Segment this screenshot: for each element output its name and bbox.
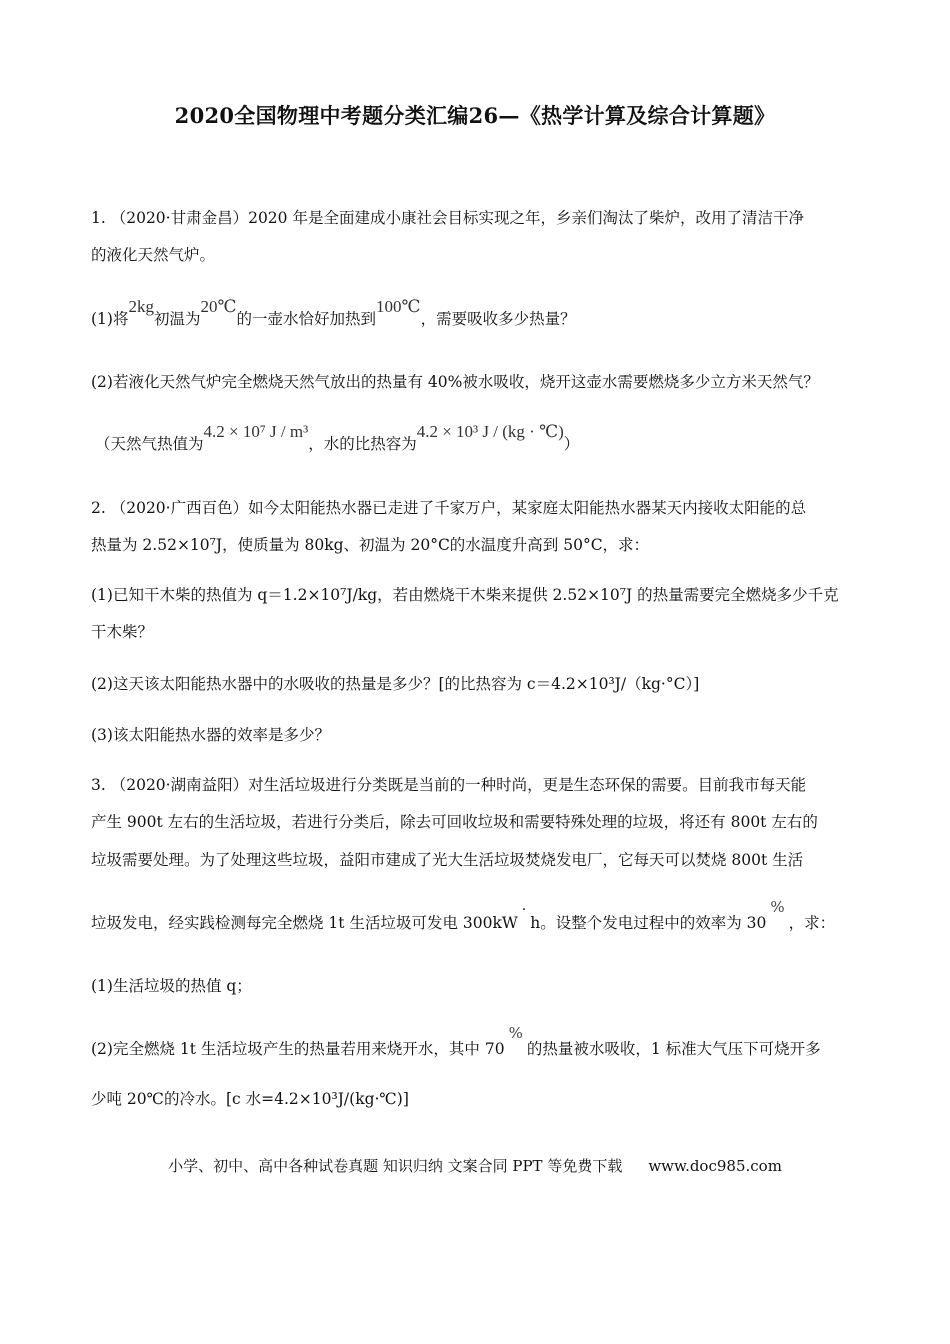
q1-note-text-c: ）: [563, 435, 580, 453]
q1-note-text-b: ，水的比热容为: [308, 435, 417, 453]
q2-stem-line1: 2. （2020·广西百色）如今太阳能热水器已走进了千家万户，某家庭太阳能热水器某天内接收太阳能的总: [91, 499, 807, 517]
q3-stem-line3: 垃圾需要处理。为了处理这些垃圾，益阳市建成了光大生活垃圾焚烧发电厂，它每天可以焚烧 800t 生活: [91, 851, 804, 869]
q3-line4-percent: %: [770, 898, 785, 916]
q3-line4-text-c: ，求：: [788, 914, 836, 932]
q3-part2-text-b: 的热量被水吸收，1 标准大气压下可烧开多: [526, 1040, 821, 1058]
q2-part3: (3)该太阳能热水器的效率是多少？: [91, 726, 330, 744]
q2-part1-line1: (1)已知干木柴的热值为 q＝1.2×10⁷J/kg，若由燃烧干木柴来提供 2.52×10⁷J 的热量需要完全燃烧多少千克: [91, 586, 839, 604]
q3-stem-line4: [91, 898, 836, 936]
q3-part2-text-a: (2)完全燃烧 1t 生活垃圾产生的热量若用来烧开水，其中 70: [91, 1040, 505, 1058]
q3-part2-line2: 少吨 20℃的冷水。[c 水=4.2×10³J/(kg·℃)]: [91, 1090, 409, 1108]
page-footer: [0, 1155, 950, 1176]
q3-line4-text-b: h。设整个发电过程中的效率为 30: [530, 914, 767, 932]
q1-note-text-a: （天然气热值为: [95, 435, 204, 453]
q1-part1-text-c: 的一壶水恰好加热到: [236, 310, 377, 328]
q1-part1-mass: 2kg: [128, 297, 154, 316]
q1-note-specific-heat: 4.2 × 10³ J / (kg · ℃): [416, 422, 564, 441]
q2-part2: (2)这天该太阳能热水器中的水吸收的热量是多少？[的比热容为 c＝4.2×10³J/（kg·°C）]: [91, 675, 700, 693]
q2-part1-line2: 干木柴？: [91, 623, 154, 641]
q1-part1-text-a: (1)将: [91, 310, 129, 328]
q1-part1-text-b: 初温为: [153, 310, 201, 328]
q1-stem-line2: 的液化天然气炉。: [91, 246, 216, 264]
q2-stem-line2: 热量为 2.52×10⁷J，使质量为 80kg、初温为 20°C的水温度升高到 50°C，求：: [91, 536, 650, 554]
q1-part2: (2)若液化天然气炉完全燃烧天然气放出的热量有 40%被水吸收，烧开这壶水需要燃烧多少立方米天然气？: [91, 373, 819, 391]
q3-line4-dot: ·: [521, 902, 527, 918]
q1-part1: [91, 297, 576, 331]
q3-part2-line1: [91, 1024, 821, 1061]
q3-part2-percent: %: [508, 1024, 523, 1042]
q3-part1: (1)生活垃圾的热值 q；: [91, 977, 252, 995]
q1-note-heat-value: 4.2 × 10⁷ J / m³: [203, 422, 309, 441]
q1-part1-init-temp: 20℃: [200, 297, 237, 316]
q1-part1-text-d: ，需要吸收多少热量？: [420, 310, 576, 328]
footer-text: 小学、初中、高中各种试卷真题 知识归纳 文案合同 PPT 等免费下载: [168, 1157, 623, 1175]
q3-line4-text-a: 垃圾发电，经实践检测每完全燃烧 1t 生活垃圾可发电 300kW: [91, 914, 518, 932]
q1-note: [95, 422, 580, 456]
q3-stem-line2: 产生 900t 左右的生活垃圾，若进行分类后，除去可回收垃圾和需要特殊处理的垃圾，将还有 800t 左右的: [91, 813, 818, 831]
footer-url[interactable]: www.doc985.com: [648, 1157, 782, 1175]
q1-stem-line1: 1. （2020·甘肃金昌）2020 年是全面建成小康社会目标实现之年，乡亲们淘汰了柴炉，改用了清洁干净: [91, 209, 804, 227]
page-title: 2020全国物理中考题分类汇编26—《热学计算及综合计算题》: [174, 103, 776, 128]
q1-part1-final-temp: 100℃: [376, 297, 421, 316]
q3-stem-line1: 3. （2020·湖南益阳）对生活垃圾进行分类既是当前的一种时尚，更是生态环保的需要。目前我市每天能: [91, 776, 807, 794]
